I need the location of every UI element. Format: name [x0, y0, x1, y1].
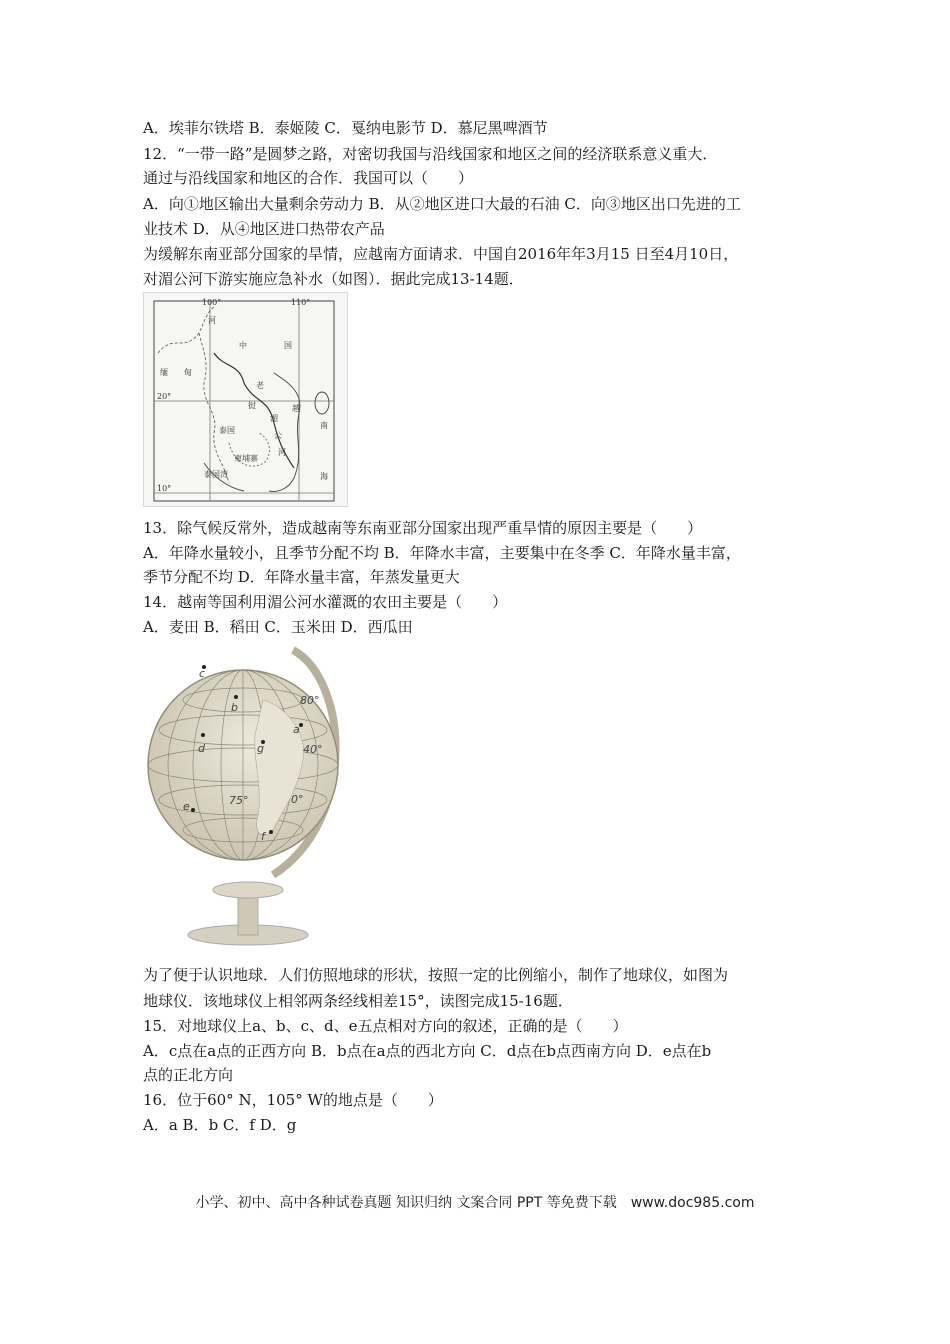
mekong-map-figure [143, 292, 348, 507]
globe-point-label: b [231, 701, 238, 714]
globe-point-label: c [199, 667, 206, 680]
map-place-label: 缅 [160, 368, 168, 377]
text-line: A．c点在a点的正西方向 B．b点在a点的西北方向 C．d点在b点西南方向 D．e点在b [143, 1042, 712, 1060]
globe-point-label: d [198, 742, 205, 755]
map-place-label: 泰国湾 [204, 470, 228, 479]
globe-degree-label: 0° [291, 793, 304, 806]
map-place-label: 国 [284, 341, 292, 350]
globe-degree-label: 80° [300, 694, 320, 707]
globe-degree-label: 40° [303, 743, 323, 756]
text-line: A．a B．b C．f D．g [143, 1116, 297, 1134]
text-line: A．年降水量较小，且季节分配不均 B．年降水丰富，主要集中在冬季 C．年降水量丰富， [143, 544, 741, 562]
page-footer: 小学、初中、高中各种试卷真题 知识归纳 文案合同 PPT 等免费下载 www.doc985.com [195, 1195, 755, 1211]
text-line: 业技术 D．从④地区进口热带农产品 [143, 220, 385, 238]
map-lon-label: 100° [202, 298, 222, 307]
text-line: A．麦田 B．稻田 C．玉米田 D．西瓜田 [143, 618, 413, 636]
map-lat-label: 10° [157, 484, 172, 493]
text-line: A．向①地区输出大量剩余劳动力 B．从②地区进口大最的石油 C．向③地区出口先进的工 [143, 195, 741, 213]
map-place-label: 南 [320, 421, 328, 430]
mekong-map [144, 293, 347, 506]
text-line: 为了便于认识地球．人们仿照地球的形状，按照一定的比例缩小，制作了地球仪，如图为 [143, 966, 729, 984]
map-place-label: 甸 [184, 368, 192, 377]
map-lat-label: 20° [157, 392, 172, 401]
globe-figure [143, 640, 353, 950]
map-place-label: 挝 [248, 401, 256, 410]
map-place-label: 越 [292, 404, 300, 413]
map-place-label: 河 [208, 316, 216, 325]
text-line: 季节分配不均 D．年降水量丰富，年蒸发量更大 [143, 568, 460, 586]
map-place-label: 湄 [270, 414, 278, 423]
globe-point-label: f [261, 830, 265, 843]
text-line: 点的正北方向 [143, 1066, 234, 1084]
text-line: 对湄公河下游实施应急补水（如图）．据此完成13-14题． [143, 270, 524, 288]
map-place-label: 公 [274, 431, 282, 440]
map-place-label: 老 [256, 381, 264, 390]
text-line: 16．位于60° N，105° W的地点是（ ） [143, 1091, 443, 1109]
text-line: 15．对地球仪上a、b、c、d、e五点相对方向的叙述，正确的是（ ） [143, 1017, 628, 1035]
map-lon-label: 110° [291, 298, 311, 307]
text-line: 13．除气候反常外，造成越南等东南亚部分国家出现严重旱情的原因主要是（ ） [143, 519, 703, 537]
text-line: 为缓解东南亚部分国家的旱情，应越南方面请求．中国自2016年年3月15 日至4月10日， [143, 245, 739, 263]
text-line: 地球仪．该地球仪上相邻两条经线相差15°，读图完成15-16题． [143, 992, 573, 1010]
globe-point-label: g [257, 742, 264, 755]
globe [143, 640, 353, 950]
map-place-label: 柬埔寨 [234, 454, 258, 463]
globe-point-label: a [293, 723, 300, 736]
map-place-label: 海 [320, 472, 328, 481]
map-place-label: 河 [278, 448, 286, 457]
text-line: 14．越南等国利用湄公河水灌溉的农田主要是（ ） [143, 593, 508, 611]
text-line: A．埃菲尔铁塔 B．泰姬陵 C．戛纳电影节 D．慕尼黑啤酒节 [143, 119, 548, 137]
map-place-label: 中 [239, 341, 247, 350]
map-place-label: 泰国 [219, 426, 235, 435]
text-line: 12．“一带一路”是圆梦之路，对密切我国与沿线国家和地区之间的经济联系意义重大． [143, 145, 718, 163]
globe-point-label: e [183, 800, 190, 813]
text-line: 通过与沿线国家和地区的合作．我国可以（ ） [143, 169, 474, 187]
globe-degree-label: 75° [229, 794, 249, 807]
